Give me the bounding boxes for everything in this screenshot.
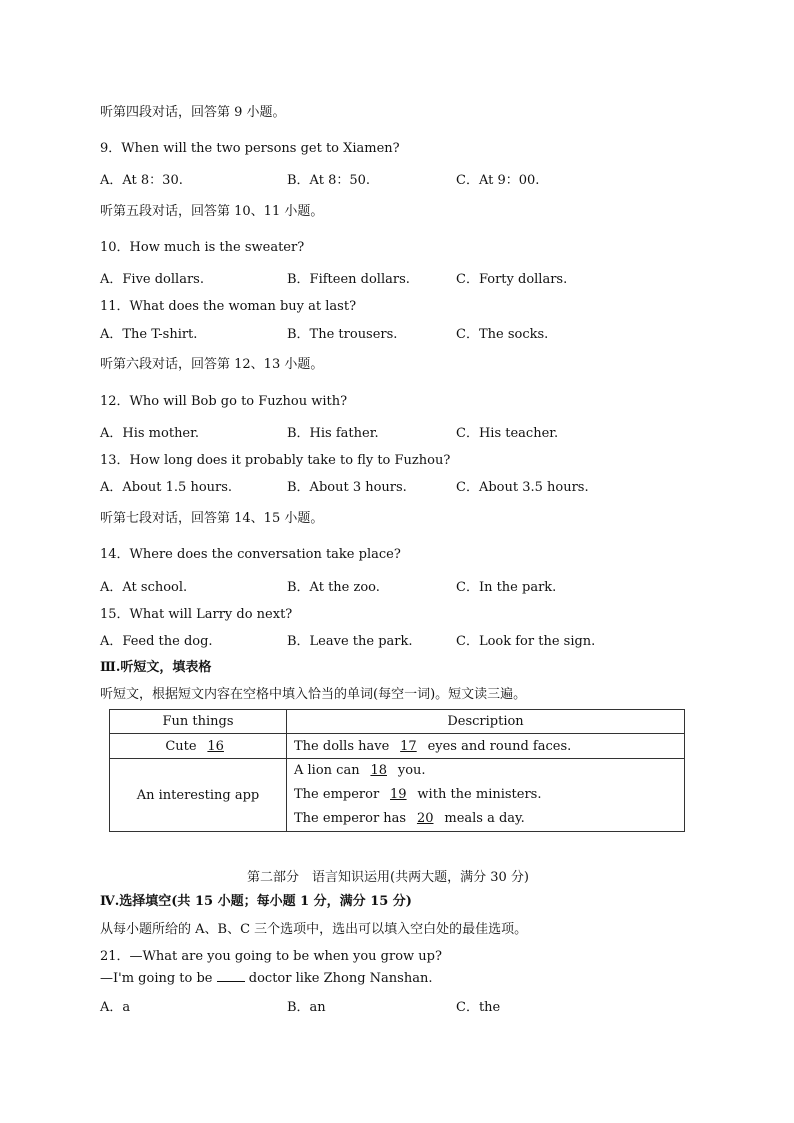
q11-option-a[interactable]: A．The T-shirt. xyxy=(100,327,198,342)
q21-option-a[interactable]: A．a xyxy=(100,1000,131,1015)
q12-option-a[interactable]: A．His mother. xyxy=(100,426,200,441)
question-12: 12．Who will Bob go to Fuzhou with? xyxy=(100,394,348,409)
q13-option-b[interactable]: B．About 3 hours. xyxy=(287,480,407,495)
question-13: 13．How long does it probably take to fly to Fuzhou? xyxy=(100,453,451,468)
q15-option-c[interactable]: C．Look for the sign. xyxy=(456,634,596,649)
question-14: 14．Where does the conversation take place? xyxy=(100,547,401,562)
q15-option-a[interactable]: A．Feed the dog. xyxy=(100,634,213,649)
table-header-description: Description xyxy=(287,710,685,734)
q21-blank[interactable] xyxy=(217,971,245,982)
q10-option-a[interactable]: A．Five dollars. xyxy=(100,272,204,287)
q21-option-b[interactable]: B．an xyxy=(287,1000,326,1015)
blank-18[interactable]: 18 xyxy=(370,763,387,778)
lion-text-end: you. xyxy=(393,763,426,778)
emperor-text-1: The emperor xyxy=(294,787,384,802)
q14-option-c[interactable]: C．In the park. xyxy=(456,580,557,595)
part-3-title: Ⅲ.听短文，填表格 xyxy=(100,660,212,675)
dolls-text: The dolls have xyxy=(294,738,394,754)
q21-option-c[interactable]: C．the xyxy=(456,1000,501,1015)
q9-option-a[interactable]: A．At 8：30. xyxy=(100,173,183,188)
fill-in-table xyxy=(109,709,685,832)
q14-option-a[interactable]: A．At school. xyxy=(100,580,188,595)
question-9: 9．When will the two persons get to Xiamen? xyxy=(100,141,400,156)
blank-16[interactable]: 16 xyxy=(207,738,224,754)
q13-option-a[interactable]: A．About 1.5 hours. xyxy=(100,480,233,495)
q13-option-c[interactable]: C．About 3.5 hours. xyxy=(456,480,589,495)
question-10: 10．How much is the sweater? xyxy=(100,240,305,255)
q9-option-b[interactable]: B．At 8：50. xyxy=(287,173,371,188)
dolls-text-end: eyes and round faces. xyxy=(423,738,572,754)
q14-option-b[interactable]: B．At the zoo. xyxy=(287,580,380,595)
q10-option-b[interactable]: B．Fifteen dollars. xyxy=(287,272,410,287)
table-cell-cute xyxy=(110,734,287,759)
lion-text: A lion can xyxy=(294,763,364,778)
table-header-fun-things: Fun things xyxy=(110,710,287,734)
q21-line-2-end: doctor like Zhong Nanshan. xyxy=(244,971,433,986)
question-11: 11．What does the woman buy at last? xyxy=(100,299,357,314)
q15-option-b[interactable]: B．Leave the park. xyxy=(287,634,413,649)
blank-19[interactable]: 19 xyxy=(390,787,407,802)
blank-20[interactable]: 20 xyxy=(416,811,434,826)
cute-label: Cute xyxy=(165,738,201,754)
table-cell-dolls xyxy=(287,734,685,759)
section-4-header: 听第四段对话，回答第 9 小题。 xyxy=(100,105,286,120)
emperor-text-2-end: meals a day. xyxy=(440,811,525,826)
blank-17[interactable]: 17 xyxy=(400,738,417,754)
question-21-line-1: 21．—What are you going to be when you grow up? xyxy=(100,949,442,964)
question-21-line-2 xyxy=(100,971,432,986)
q11-option-c[interactable]: C．The socks. xyxy=(456,327,549,342)
q12-option-b[interactable]: B．His father. xyxy=(287,426,379,441)
q21-line-2-start: —I'm going to be xyxy=(100,971,217,986)
table-cell-app: An interesting app xyxy=(110,759,287,832)
section-5-header: 听第五段对话，回答第 10、11 小题。 xyxy=(100,204,324,219)
part-4-title: Ⅳ.选择填空(共 15 小题；每小题 1 分，满分 15 分) xyxy=(100,894,412,909)
part-2-title: 第二部分 语言知识运用(共两大题，满分 30 分) xyxy=(247,870,529,885)
part-4-instruction: 从每小题所给的 A、B、C 三个选项中，选出可以填入空白处的最佳选项。 xyxy=(100,922,528,937)
q9-option-c[interactable]: C．At 9：00. xyxy=(456,173,540,188)
section-6-header: 听第六段对话，回答第 12、13 小题。 xyxy=(100,357,324,372)
q11-option-b[interactable]: B．The trousers. xyxy=(287,327,398,342)
part-3-instruction: 听短文，根据短文内容在空格中填入恰当的单词(每空一词)。短文读三遍。 xyxy=(100,687,527,702)
q10-option-c[interactable]: C．Forty dollars. xyxy=(456,272,568,287)
table-cell-app-description xyxy=(287,759,685,832)
question-15: 15．What will Larry do next? xyxy=(100,607,293,622)
emperor-text-2: The emperor has xyxy=(294,811,411,826)
section-7-header: 听第七段对话，回答第 14、15 小题。 xyxy=(100,511,324,526)
emperor-text-1-end: with the ministers. xyxy=(413,787,542,802)
q12-option-c[interactable]: C．His teacher. xyxy=(456,426,559,441)
